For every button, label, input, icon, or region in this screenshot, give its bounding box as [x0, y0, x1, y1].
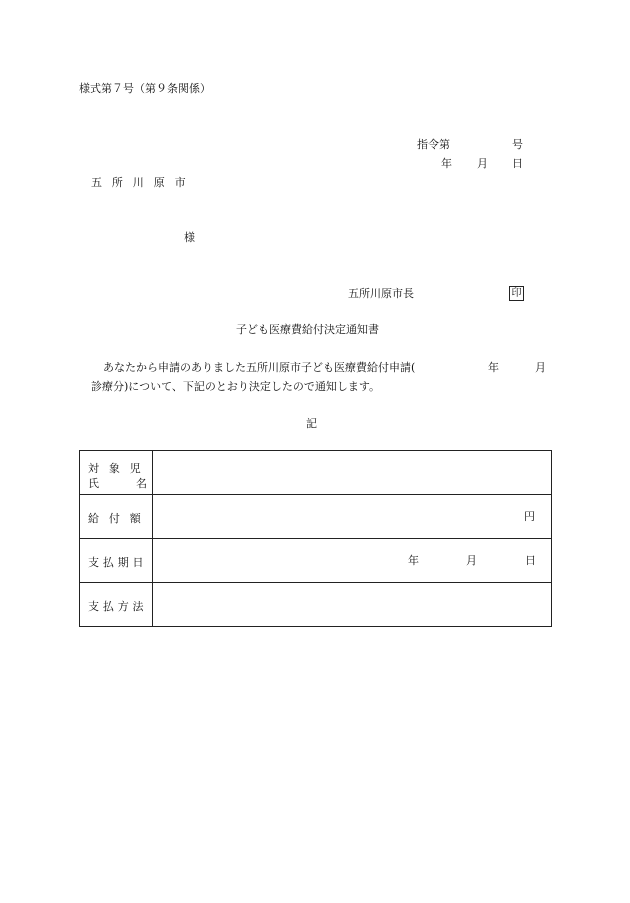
label-cell: [80, 583, 153, 627]
body-month: 月: [535, 361, 546, 374]
row1-label-b-2: 名: [136, 477, 147, 490]
issuer-title: 五所川原市長: [348, 287, 414, 300]
ki-heading: 記: [306, 417, 317, 430]
label-cell: [80, 539, 153, 583]
body-line-2: 診療分)について、下記のとおり決定したので通知します。: [91, 380, 380, 393]
value-cell: [153, 451, 552, 495]
row1-label-b-1: 氏: [88, 477, 99, 490]
table-row: [80, 539, 552, 583]
addressee-honorific: 様: [184, 231, 195, 244]
document-title: 子ども医療費給付決定通知書: [236, 323, 379, 336]
value-cell: [153, 539, 552, 583]
date-day: 日: [512, 157, 523, 170]
label-cell: [80, 495, 153, 539]
row3-year: 年: [408, 554, 419, 567]
value-cell: [153, 583, 552, 627]
row2-label: 給付額: [88, 512, 151, 525]
row3-label: 支払期日: [88, 556, 148, 569]
table-row: [80, 495, 552, 539]
directive-suffix: 号: [512, 138, 523, 151]
body-year: 年: [488, 361, 499, 374]
table-row: [80, 583, 552, 627]
date-year: 年: [441, 157, 452, 170]
row4-label: 支払方法: [88, 600, 148, 613]
form-number: 様式第７号（第９条関係）: [79, 82, 211, 95]
body-line-1: あなたから申請のありました五所川原市子ども医療費給付申請(: [103, 361, 416, 374]
date-month: 月: [477, 157, 488, 170]
seal-box: 印: [509, 286, 524, 301]
value-cell: [153, 495, 552, 539]
row3-day: 日: [525, 554, 536, 567]
addressee-city: 五所川原市: [91, 176, 196, 189]
label-cell: [80, 451, 153, 495]
row3-month: 月: [466, 554, 477, 567]
directive-prefix: 指令第: [417, 138, 450, 151]
decision-table: [79, 450, 552, 627]
table-row: [80, 451, 552, 495]
row1-label-a: 対象児: [88, 462, 151, 475]
row2-unit: 円: [524, 510, 535, 523]
